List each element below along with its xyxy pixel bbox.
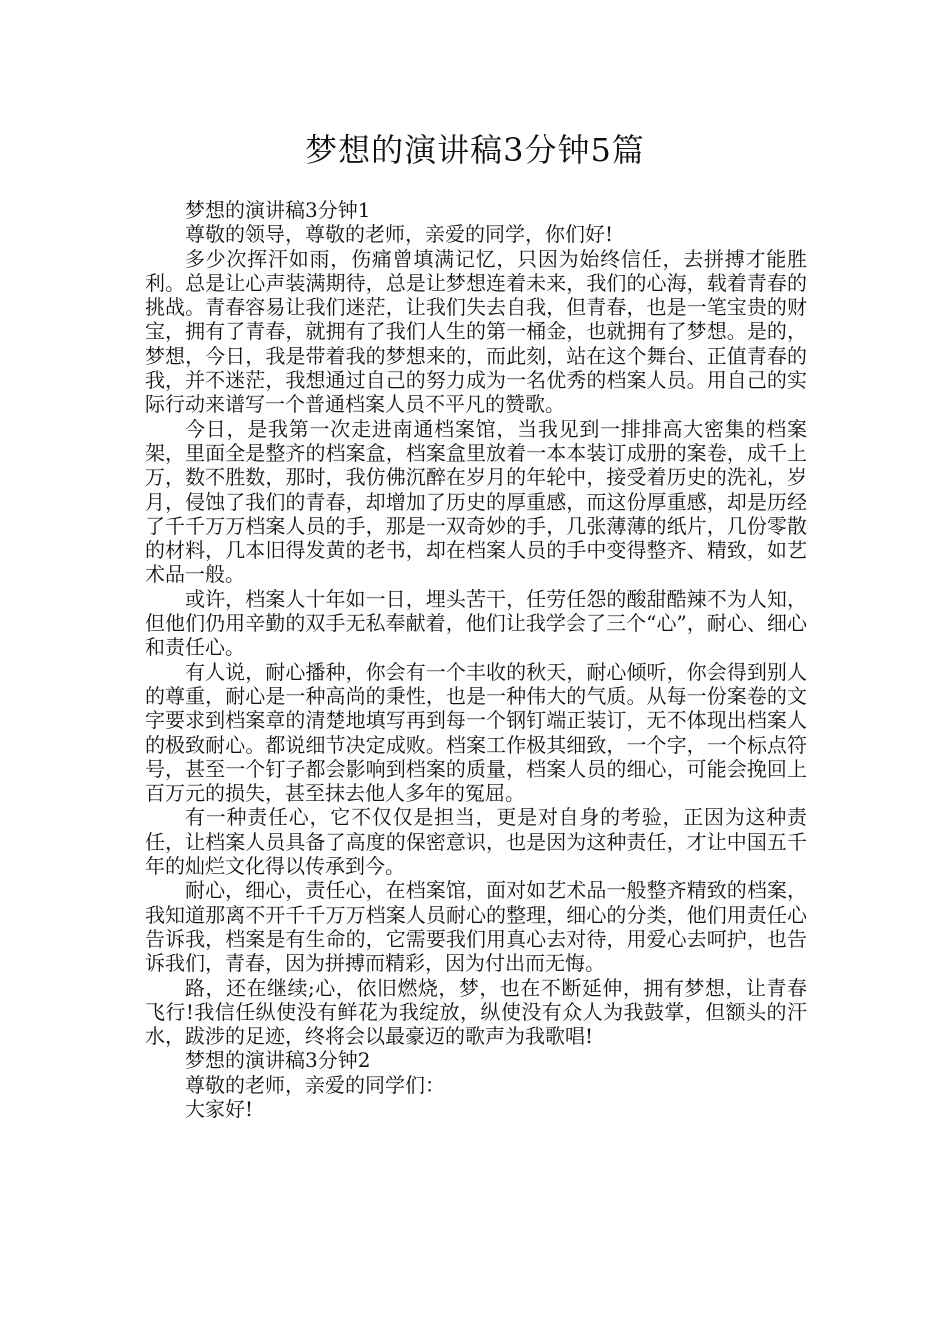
body-paragraph: 耐心，细心，责任心，在档案馆，面对如艺术品一般整齐精致的档案，我知道那离不开千千万万档案人员耐心的整理，细心的分类，他们用责任心告诉我，档案是有生命的，它需要我们用真心去对待，用爱心去呵护，也告诉我们，青春，因为拼搏而精彩，因为付出而无悔。 — [145, 878, 807, 976]
body-paragraph: 有人说，耐心播种，你会有一个丰收的秋天，耐心倾听，你会得到别人的尊重，耐心是一种高尚的秉性，也是一种伟大的气质。从每一份案卷的文字要求到档案章的清楚地填写再到每一个钢钉端正装订，无不体现出档案人的极致耐心。都说细节决定成败。档案工作极其细致，一个字，一个标点符号，甚至一个钉子都会影响到档案的质量，档案人员的细心，可能会挽回上百万元的损失，甚至抹去他人多年的冤屈。 — [145, 659, 807, 806]
greeting-paragraph: 尊敬的领导，尊敬的老师，亲爱的同学，你们好! — [185, 222, 614, 247]
body-paragraph: 有一种责任心，它不仅仅是担当，更是对自身的考验，正因为这种责任，让档案人员具备了高度的保密意识，也是因为这种责任，才让中国五千年的灿烂文化得以传承到今。 — [145, 805, 807, 879]
body-paragraph: 今日，是我第一次走进南通档案馆，当我见到一排排高大密集的档案架，里面全是整齐的档案盒，档案盒里放着一本本装订成册的案卷，成千上万，数不胜数，那时，我仿佛沉醉在岁月的年轮中，接受着历史的洗礼，岁月，侵蚀了我们的青春，却增加了历史的厚重感，而这份厚重感，却是历经了千千万万档案人员的手，那是一双奇妙的手，几张薄薄的纸片，几份零散的材料，几本旧得发黄的老书，却在档案人员的手中变得整齐、精致，如艺术品一般。 — [145, 416, 807, 587]
document-body — [145, 198, 807, 1121]
section-heading: 梦想的演讲稿3分钟2 — [185, 1048, 371, 1073]
section-heading: 梦想的演讲稿3分钟1 — [185, 198, 371, 222]
body-paragraph: 或许，档案人十年如一日，埋头苦干，任劳任怨的酸甜酷辣不为人知，但他们仍用辛勤的双手无私奉献着，他们让我学会了三个“心”，耐心、细心和责任心。 — [145, 586, 807, 660]
greeting-paragraph: 大家好! — [185, 1096, 254, 1121]
greeting-paragraph: 尊敬的老师，亲爱的同学们： — [185, 1072, 445, 1097]
document-title: 梦想的演讲稿3分钟5篇 — [305, 131, 645, 169]
body-paragraph: 路，还在继续;心，依旧燃烧，梦，也在不断延伸，拥有梦想，让青春飞行!我信任纵使没有鲜花为我绽放，纵使没有众人为我鼓掌，但额头的汗水，跋涉的足迹，终将会以最豪迈的歌声为我歌唱! — [145, 975, 807, 1049]
body-paragraph: 多少次挥汗如雨，伤痛曾填满记忆，只因为始终信任，去拼搏才能胜利。总是让心声装满期待，总是让梦想连着未来，我们的心海，载着青春的挑战。青春容易让我们迷茫，让我们失去自我，但青春，也是一笔宝贵的财宝，拥有了青春，就拥有了我们人生的第一桶金，也就拥有了梦想。是的，梦想，今日，我是带着我的梦想来的，而此刻，站在这个舞台、正值青春的我，并不迷茫，我想通过自己的努力成为一名优秀的档案人员。用自己的实际行动来谱写一个普通档案人员不平凡的赞歌。 — [145, 246, 807, 417]
